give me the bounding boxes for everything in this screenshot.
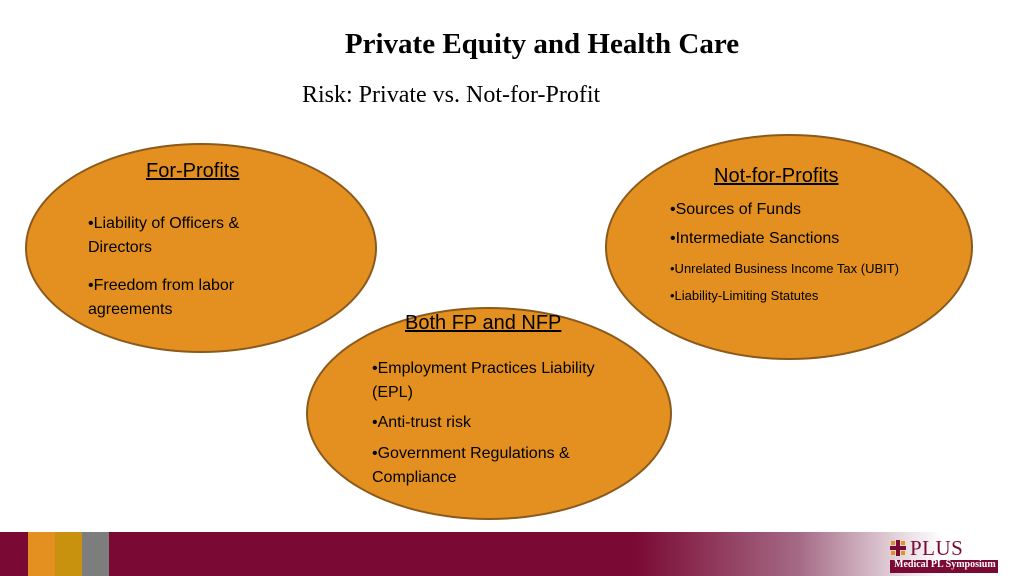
cross-icon: [890, 540, 906, 556]
list-item: •Sources of Funds: [670, 201, 801, 218]
for-profits-list: [88, 212, 298, 322]
both-fp-nfp-list: [372, 357, 612, 490]
list-item: •Liability-Limiting Statutes: [670, 288, 819, 303]
list-item: •Unrelated Business Income Tax (UBIT): [670, 261, 900, 276]
slide-subtitle: Risk: Private vs. Not-for-Profit: [302, 82, 601, 108]
logo-name: PLUS: [910, 536, 964, 560]
logo-tagline: Medical PL Symposium: [894, 559, 996, 570]
footer-band: [0, 532, 1024, 576]
slide-title: Private Equity and Health Care: [344, 28, 740, 60]
list-item: •Government Regulations & Compliance: [372, 445, 570, 486]
not-for-profits-heading: Not-for-Profits: [714, 165, 839, 187]
footer-stripe-gray: [82, 532, 109, 576]
footer-stripe-gold: [55, 532, 82, 576]
list-item: •Employment Practices Liability (EPL): [372, 360, 595, 401]
both-fp-nfp-heading: Both FP and NFP: [405, 312, 562, 334]
list-item: •Freedom from labor agreements: [88, 277, 235, 318]
list-item: •Intermediate Sanctions: [670, 230, 840, 247]
footer-stripe-orange: [28, 532, 55, 576]
list-item: •Liability of Officers & Directors: [88, 215, 240, 256]
for-profits-heading: For-Profits: [146, 160, 240, 182]
not-for-profits-list: [670, 199, 910, 306]
list-item: •Anti-trust risk: [372, 414, 471, 431]
